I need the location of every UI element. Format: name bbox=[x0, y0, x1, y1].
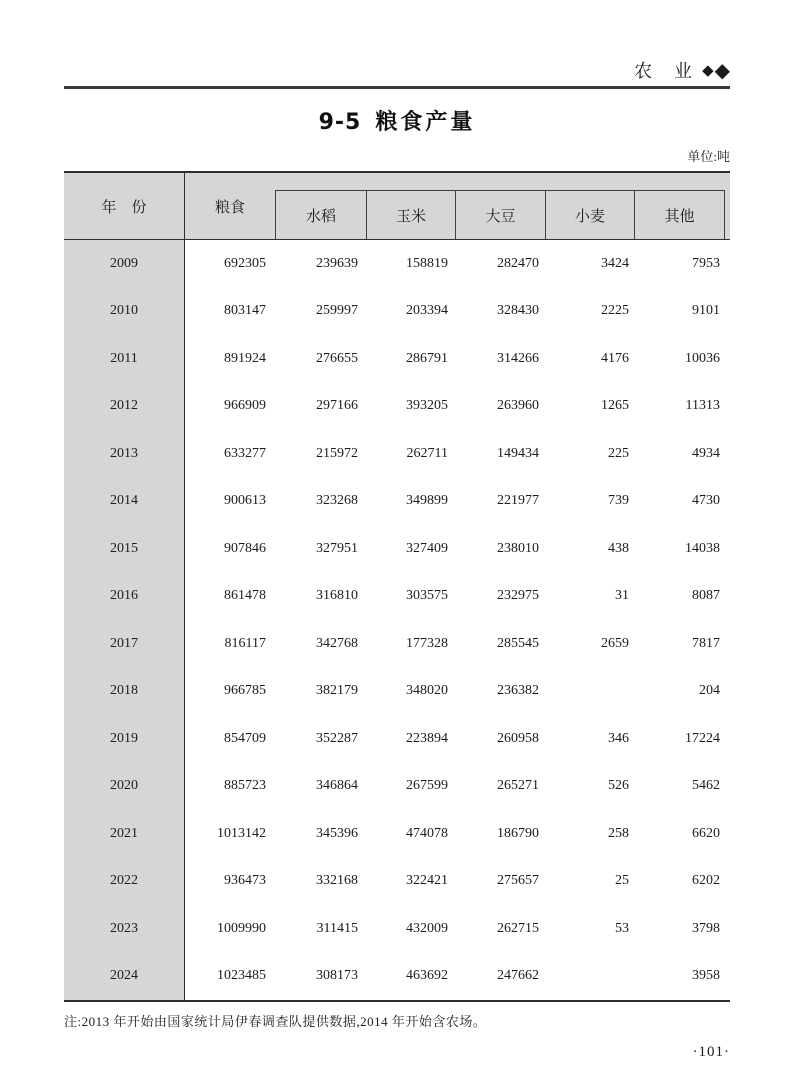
chapter-label: 农 业 bbox=[634, 61, 695, 81]
year-cell: 2010 bbox=[64, 288, 185, 336]
value-cell: 149434 bbox=[497, 445, 539, 461]
value-cell: 352287 bbox=[316, 730, 358, 746]
value-cell: 891924 bbox=[224, 350, 266, 366]
table-row bbox=[64, 953, 730, 1001]
value-cell: 31 bbox=[615, 588, 629, 604]
value-cell: 275657 bbox=[497, 873, 539, 889]
value-cell: 327409 bbox=[406, 540, 448, 556]
table-row bbox=[64, 668, 730, 716]
value-cell: 8087 bbox=[692, 588, 720, 604]
value-cell: 861478 bbox=[224, 588, 266, 604]
value-cell: 393205 bbox=[406, 398, 448, 414]
value-cell: 4730 bbox=[692, 493, 720, 509]
year-cell: 2022 bbox=[64, 858, 185, 906]
value-cell: 2225 bbox=[601, 303, 629, 319]
value-cell: 345396 bbox=[316, 825, 358, 841]
year-cell: 2024 bbox=[64, 953, 185, 1001]
value-cell: 900613 bbox=[224, 493, 266, 509]
wheat-column-header: 小麦 bbox=[545, 190, 635, 239]
value-cell: 3424 bbox=[601, 255, 629, 271]
value-cell: 474078 bbox=[406, 825, 448, 841]
value-cell: 885723 bbox=[224, 778, 266, 794]
value-cell: 1009990 bbox=[217, 920, 266, 936]
diamond-icon: ◆ bbox=[702, 62, 714, 79]
year-cell: 2021 bbox=[64, 810, 185, 858]
value-cell: 158819 bbox=[406, 255, 448, 271]
value-cell: 303575 bbox=[406, 588, 448, 604]
year-cell: 2017 bbox=[64, 620, 185, 668]
value-cell: 342768 bbox=[316, 635, 358, 651]
value-cell: 328430 bbox=[497, 303, 539, 319]
value-cell: 6620 bbox=[692, 825, 720, 841]
value-cell: 17224 bbox=[685, 730, 720, 746]
footnote: 注:2013 年开始由国家统计局伊春调查队提供数据,2014 年开始含农场。 bbox=[64, 1014, 487, 1029]
table-row bbox=[64, 383, 730, 431]
value-cell: 739 bbox=[608, 493, 629, 509]
table-row bbox=[64, 573, 730, 621]
value-cell bbox=[548, 668, 638, 716]
value-cell: 346 bbox=[608, 730, 629, 746]
value-cell: 263960 bbox=[497, 398, 539, 414]
value-cell: 238010 bbox=[497, 540, 539, 556]
grain-output-table bbox=[64, 171, 730, 1002]
soybean-column-header: 大豆 bbox=[455, 190, 546, 239]
value-cell: 966909 bbox=[224, 398, 266, 414]
value-cell: 907846 bbox=[224, 540, 266, 556]
value-cell: 1023485 bbox=[217, 968, 266, 984]
table-header bbox=[64, 171, 730, 240]
value-cell: 854709 bbox=[224, 730, 266, 746]
diamond-icon: ◆ bbox=[714, 59, 730, 82]
value-cell: 316810 bbox=[316, 588, 358, 604]
value-cell: 463692 bbox=[406, 968, 448, 984]
table-row bbox=[64, 620, 730, 668]
year-cell: 2014 bbox=[64, 478, 185, 526]
value-cell: 936473 bbox=[224, 873, 266, 889]
value-cell: 285545 bbox=[497, 635, 539, 651]
value-cell: 186790 bbox=[497, 825, 539, 841]
value-cell: 247662 bbox=[497, 968, 539, 984]
year-cell: 2018 bbox=[64, 668, 185, 716]
sub-columns-header bbox=[275, 173, 730, 239]
other-column-header: 其他 bbox=[634, 190, 725, 239]
page-number: ·101· bbox=[692, 1044, 730, 1060]
value-cell: 221977 bbox=[497, 493, 539, 509]
value-cell: 692305 bbox=[224, 255, 266, 271]
value-cell: 2659 bbox=[601, 635, 629, 651]
value-cell: 9101 bbox=[692, 303, 720, 319]
table-row bbox=[64, 810, 730, 858]
value-cell: 3958 bbox=[692, 968, 720, 984]
value-cell: 382179 bbox=[316, 683, 358, 699]
value-cell: 308173 bbox=[316, 968, 358, 984]
value-cell: 286791 bbox=[406, 350, 448, 366]
value-cell bbox=[548, 953, 638, 1001]
year-cell: 2019 bbox=[64, 715, 185, 763]
year-cell: 2009 bbox=[64, 240, 185, 288]
value-cell: 297166 bbox=[316, 398, 358, 414]
table-row bbox=[64, 335, 730, 383]
value-cell: 11313 bbox=[685, 398, 720, 414]
table-row bbox=[64, 478, 730, 526]
value-cell: 262715 bbox=[497, 920, 539, 936]
year-cell: 2020 bbox=[64, 763, 185, 811]
value-cell: 203394 bbox=[406, 303, 448, 319]
value-cell: 438 bbox=[608, 540, 629, 556]
value-cell: 223894 bbox=[406, 730, 448, 746]
table-title-text: 粮食产量 bbox=[375, 110, 476, 135]
table-row bbox=[64, 430, 730, 478]
value-cell: 177328 bbox=[406, 635, 448, 651]
value-cell: 1265 bbox=[601, 398, 629, 414]
value-cell: 346864 bbox=[316, 778, 358, 794]
value-cell: 3798 bbox=[692, 920, 720, 936]
value-cell: 349899 bbox=[406, 493, 448, 509]
value-cell: 236382 bbox=[497, 683, 539, 699]
value-cell: 260958 bbox=[497, 730, 539, 746]
table-row bbox=[64, 715, 730, 763]
table-number: 9-5 bbox=[318, 110, 362, 135]
year-cell: 2012 bbox=[64, 383, 185, 431]
value-cell: 803147 bbox=[224, 303, 266, 319]
value-cell: 322421 bbox=[406, 873, 448, 889]
year-cell: 2015 bbox=[64, 525, 185, 573]
value-cell: 633277 bbox=[224, 445, 266, 461]
value-cell: 265271 bbox=[497, 778, 539, 794]
page-title bbox=[64, 105, 730, 136]
table-row bbox=[64, 905, 730, 953]
grain-column-header: 粮食 bbox=[214, 199, 245, 216]
value-cell: 4176 bbox=[601, 350, 629, 366]
value-cell: 215972 bbox=[316, 445, 358, 461]
value-cell: 323268 bbox=[316, 493, 358, 509]
value-cell: 10036 bbox=[685, 350, 720, 366]
value-cell: 4934 bbox=[692, 445, 720, 461]
value-cell: 267599 bbox=[406, 778, 448, 794]
value-cell: 327951 bbox=[316, 540, 358, 556]
chapter-header bbox=[64, 0, 730, 89]
value-cell: 526 bbox=[608, 778, 629, 794]
value-cell: 816117 bbox=[224, 635, 266, 651]
value-cell: 966785 bbox=[224, 683, 266, 699]
rice-column-header: 水稻 bbox=[275, 190, 367, 239]
value-cell: 262711 bbox=[406, 445, 448, 461]
table-row bbox=[64, 858, 730, 906]
value-cell: 204 bbox=[699, 683, 720, 699]
header-rule bbox=[64, 86, 730, 89]
value-cell: 25 bbox=[615, 873, 629, 889]
value-cell: 6202 bbox=[692, 873, 720, 889]
value-cell: 311415 bbox=[316, 920, 358, 936]
value-cell: 7817 bbox=[692, 635, 720, 651]
year-column-header: 年 份 bbox=[64, 173, 185, 239]
value-cell: 314266 bbox=[497, 350, 539, 366]
value-cell: 1013142 bbox=[217, 825, 266, 841]
year-cell: 2011 bbox=[64, 335, 185, 383]
table-row bbox=[64, 288, 730, 336]
value-cell: 276655 bbox=[316, 350, 358, 366]
table-body bbox=[64, 240, 730, 1002]
value-cell: 14038 bbox=[685, 540, 720, 556]
value-cell: 259997 bbox=[316, 303, 358, 319]
value-cell: 348020 bbox=[406, 683, 448, 699]
value-cell: 53 bbox=[615, 920, 629, 936]
year-cell: 2023 bbox=[64, 905, 185, 953]
value-cell: 232975 bbox=[497, 588, 539, 604]
value-cell: 225 bbox=[608, 445, 629, 461]
page-content bbox=[64, 0, 730, 1061]
value-cell: 7953 bbox=[692, 255, 720, 271]
value-cell: 5462 bbox=[692, 778, 720, 794]
unit-label: 单位:吨 bbox=[687, 149, 730, 164]
value-cell: 258 bbox=[608, 825, 629, 841]
corn-column-header: 玉米 bbox=[366, 190, 456, 239]
table-row bbox=[64, 525, 730, 573]
table-row bbox=[64, 240, 730, 288]
value-cell: 332168 bbox=[316, 873, 358, 889]
table-row bbox=[64, 763, 730, 811]
value-cell: 282470 bbox=[497, 255, 539, 271]
year-cell: 2013 bbox=[64, 430, 185, 478]
year-cell: 2016 bbox=[64, 573, 185, 621]
value-cell: 432009 bbox=[406, 920, 448, 936]
value-cell: 239639 bbox=[316, 255, 358, 271]
